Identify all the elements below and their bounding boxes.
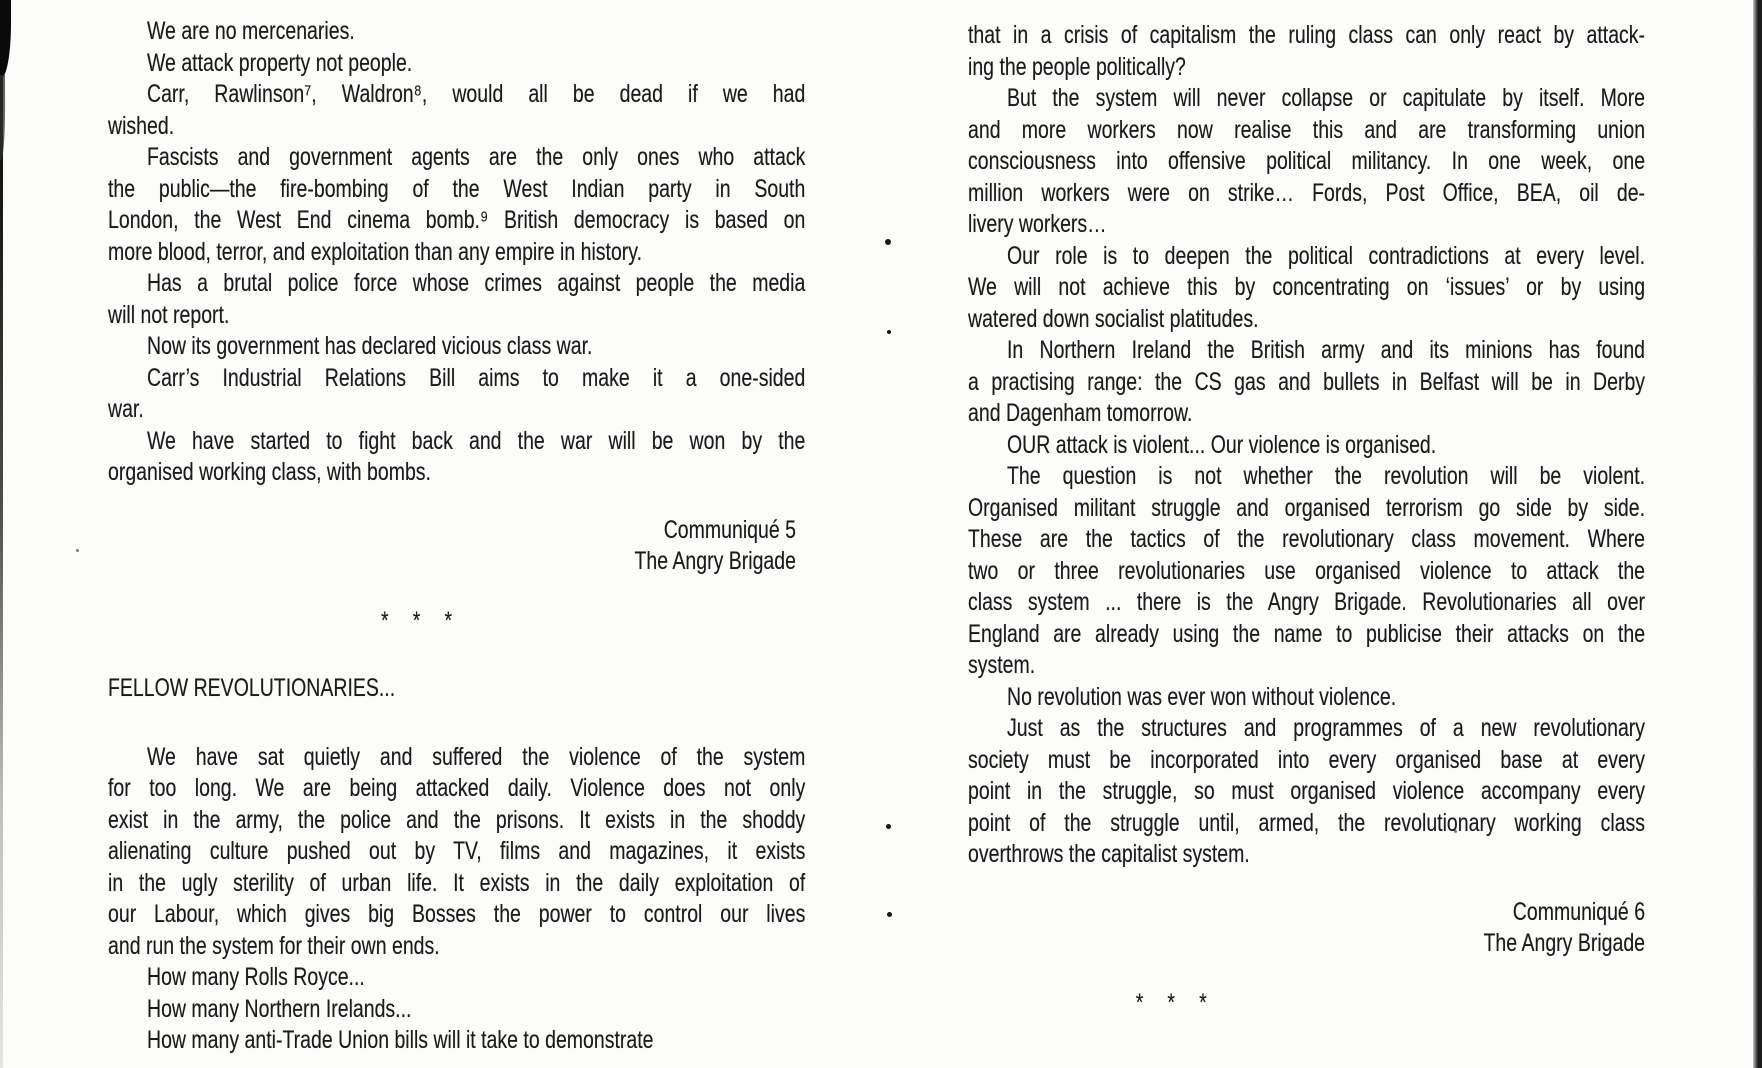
text-line: society must be incorporated into every organised base at every [968,745,1646,774]
text-line: that in a crisis of capitalism the ruling class can only react by attack- [968,21,1646,49]
scan-edge-artifact-left [0,0,3,1068]
text-line: OUR attack is violent... Our violence is organised. [1007,430,1437,459]
text-line: But the system will never collapse or capitulate by itself. More [1007,84,1646,112]
scan-blob-top-left [0,0,11,78]
text-line: wished. [108,111,175,140]
text-line: consciousness into offensive political militancy. In one week, one [968,147,1646,175]
text-line: million workers were on strike… Fords, Post Office, BEA, oil de- [968,178,1646,207]
signature-line: Communiqué 6 [1512,897,1646,926]
text-line: and run the system for their own ends. [108,931,440,960]
text-line: system. [968,651,1036,679]
scan-speck [887,912,892,917]
text-line: We have started to fight back and the war will be won by the [147,426,806,455]
text-line: Carr’s Industrial Relations Bill aims to make it a one-sided [147,363,806,392]
right-text-column [968,20,1645,1019]
section-separator: * * * [381,606,454,635]
text-line: point of the struggle until, armed, the revolutionary working class [968,808,1646,837]
scan-speck [76,549,79,552]
text-line: class system ... there is the Angry Brigade. Revolutionaries all over [968,588,1646,616]
text-line: watered down socialist platitudes. [968,304,1259,333]
signature-line: The Angry Brigade [634,547,796,575]
scan-blob-left-lower [0,75,5,160]
text-line: livery workers… [968,210,1107,238]
signature-line: The Angry Brigade [1483,929,1646,957]
section-separator: * * * [1135,988,1209,1017]
text-line: We are no mercenaries. [147,17,355,45]
text-line: two or three revolutionaries use organised violence to attack the [968,556,1646,585]
text-line: overthrows the capitalist system. [968,840,1250,868]
text-line: Carr, Rawlinson⁷, Waldron⁸, would all be dead if we had [147,80,806,108]
text-line: We attack property not people. [147,48,413,77]
text-line: in the ugly sterility of urban life. It exists in the daily exploitation of [108,868,806,897]
text-line: point in the struggle, so must organised violence accompany every [968,777,1646,805]
text-line: and Dagenham tomorrow. [968,399,1193,427]
text-line: We have sat quietly and suffered the violence of the system [147,742,806,771]
text-line: London, the West End cinema bomb.⁹ British democracy is based on [108,206,806,234]
text-line: Our role is to deepen the political contradictions at every level. [1007,241,1646,270]
text-line: England are already using the name to publicise their attacks on the [968,619,1646,648]
signature-line: Communiqué 5 [663,515,796,544]
scan-speck [885,239,891,245]
text-line: Just as the structures and programmes of a new revolutionary [1007,714,1646,742]
text-line: war. [108,395,144,423]
text-line: Has a brutal police force whose crimes against people the media [147,269,806,297]
text-line: will not report. [108,300,230,329]
text-line: How many Rolls Royce... [147,963,365,991]
text-line: ing the people politically? [968,52,1186,81]
text-line: Fascists and government agents are the only ones who attack [147,143,806,171]
text-line: These are the tactics of the revolutionary class movement. Where [968,525,1646,553]
left-text-column [108,16,805,1057]
text-line: We will not achieve this by concentrating on ‘issues’ or by using [968,273,1646,301]
text-line: the public—the fire-bombing of the West Indian party in South [108,174,806,203]
text-line: The question is not whether the revolution will be violent. [1007,462,1646,490]
text-line: a practising range: the CS gas and bullets in Belfast will be in Derby [968,367,1646,396]
text-line: for too long. We are being attacked daily. Violence does not only [108,774,806,802]
text-line: organised working class, with bombs. [108,458,431,486]
text-line: more blood, terror, and exploitation than any empire in history. [108,237,643,266]
text-line: How many Northern Irelands... [147,994,412,1023]
text-line: No revolution was ever won without violence. [1007,682,1397,711]
section-heading: FELLOW REVOLUTIONARIES... [108,674,396,702]
text-line: our Labour, which gives big Bosses the power to control our lives [108,900,806,928]
text-line: exist in the army, the police and the prisons. It exists in the shoddy [108,805,806,834]
text-line: How many anti-Trade Union bills will it take to demonstrate [147,1026,654,1054]
text-line: alienating culture pushed out by TV, films and magazines, it exists [108,837,806,865]
scan-speck [887,330,891,334]
text-line: Now its government has declared vicious class war. [147,332,593,360]
text-line: In Northern Ireland the British army and its minions has found [1007,336,1646,364]
scan-speck [886,824,891,829]
text-line: Organised militant struggle and organised terrorism go side by side. [968,493,1646,522]
scan-edge-artifact-right [1753,0,1762,1068]
text-line: and more workers now realise this and are transforming union [968,115,1646,144]
